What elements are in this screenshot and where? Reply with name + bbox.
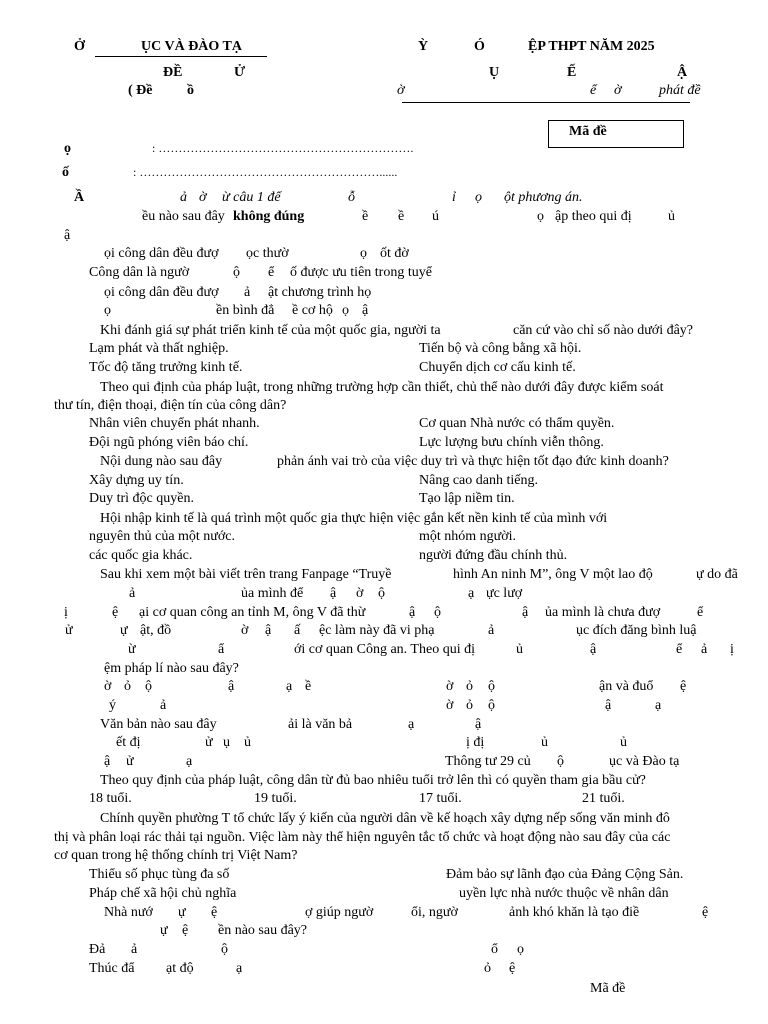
text-line-3-segment-2: ể: [268, 265, 275, 280]
text-line-38-segment-1: ệ: [182, 923, 189, 938]
text-line-26-segment-5: ậ: [605, 698, 612, 713]
text-line-25-segment-6: ờ: [446, 679, 454, 694]
text-line-7-segment-1: Tiến bộ và công bằng xã hội.: [419, 341, 582, 356]
text-line-32-segment-0: Chính quyền phường T tổ chức lấy ý kiến của người dân về kế hoạch xây dựng nếp sống văn minh đô: [100, 811, 670, 826]
header-subject-3: Ậ: [677, 65, 688, 80]
text-line-0-segment-7: ủ: [668, 209, 675, 224]
text-line-0-segment-6: ập theo qui đị: [555, 209, 632, 224]
text-line-28-segment-3: ủ: [244, 735, 251, 750]
text-line-26-segment-3: ỏ: [466, 698, 473, 713]
text-line-5-segment-4: ậ: [362, 303, 369, 318]
header-exam-title-1: Ỳ: [418, 39, 429, 54]
text-line-11-segment-1: Cơ quan Nhà nước có thẩm quyền.: [419, 416, 615, 431]
header-exam-title-3: ỆP THPT NĂM 2025: [528, 39, 655, 54]
text-line-0-segment-0: ều nào sau đây: [142, 209, 225, 224]
text-line-23-segment-7: ị: [730, 642, 734, 657]
text-line-22-segment-6: ệc làm này đã vi phạ: [319, 623, 435, 638]
text-line-2-segment-0: ọi công dân đều đượ: [104, 246, 219, 261]
text-line-25-segment-8: ộ: [488, 679, 495, 694]
exam-code-label: Mã đề: [569, 124, 607, 139]
text-line-39-segment-2: ộ: [221, 942, 228, 957]
text-line-17-segment-1: một nhóm người.: [419, 529, 517, 544]
text-line-5-segment-1: ền bình đẳ: [216, 303, 275, 318]
text-line-25-segment-5: ề: [305, 679, 312, 694]
text-line-20-segment-4: ộ: [378, 586, 385, 601]
text-line-21-segment-0: ị: [64, 605, 68, 620]
text-line-2-segment-2: ọ: [360, 246, 367, 261]
text-line-25-segment-4: ạ: [286, 679, 293, 694]
text-line-6-segment-0: Khi đánh giá sự phát triển kinh tế của một quốc gia, người ta: [100, 323, 441, 338]
text-line-0-segment-4: ú: [432, 209, 439, 224]
text-line-25-segment-7: ỏ: [466, 679, 473, 694]
text-line-19-segment-2: ự do đã: [696, 567, 738, 582]
text-line-8-segment-1: Chuyển dịch cơ cấu kinh tế.: [419, 360, 576, 375]
text-line-25-segment-3: ậ: [228, 679, 235, 694]
header-subject-1: Ụ: [489, 65, 500, 80]
text-line-36-segment-0: Pháp chế xã hội chủ nghĩa: [89, 886, 237, 901]
text-line-27-segment-3: ậ: [475, 717, 482, 732]
text-line-12-segment-0: Đội ngũ phóng viên báo chí.: [89, 435, 249, 450]
text-line-19-segment-0: Sau khi xem một bài viết trên trang Fanpage “Truyề: [100, 567, 392, 582]
text-line-29-segment-4: ộ: [557, 754, 564, 769]
text-line-34-segment-0: cơ quan trong hệ thống chính trị Việt Nam?: [54, 848, 298, 863]
part-instruction-7: ột phương án.: [504, 190, 583, 205]
text-line-40-segment-1: ạt độ: [166, 961, 194, 976]
text-line-4-segment-2: ật chương trình họ: [268, 285, 372, 300]
text-line-28-segment-0: ết đị: [116, 735, 141, 750]
text-line-20-segment-2: ậ: [330, 586, 337, 601]
text-line-27-segment-0: Văn bản nào sau đây: [100, 717, 217, 732]
text-line-39-segment-1: ả: [131, 942, 138, 957]
text-line-22-segment-0: ử: [65, 623, 73, 638]
text-line-5-segment-3: ọ: [342, 303, 349, 318]
text-line-39-segment-4: ọ: [517, 942, 524, 957]
text-line-37-segment-0: Nhà nướ: [104, 905, 153, 920]
text-line-39-segment-3: ổ: [491, 942, 498, 957]
text-line-5-segment-0: ọ: [104, 303, 111, 318]
text-line-31-segment-1: 19 tuổi.: [254, 791, 297, 806]
header-note-2: ồ: [187, 83, 194, 98]
text-line-23-segment-3: ủ: [516, 642, 523, 657]
header-time-note-3: ờ: [614, 83, 622, 98]
text-line-37-segment-1: ự: [178, 905, 186, 920]
text-line-29-segment-3: Thông tư 29 củ: [445, 754, 531, 769]
text-line-30-segment-0: Theo quy định của pháp luật, công dân từ đủ bao nhiêu tuổi trở lên thì có quyền tham gia bầu cử?: [100, 773, 646, 788]
header-note-1: ( Đề: [128, 83, 153, 98]
text-line-29-segment-1: ử: [126, 754, 134, 769]
text-line-23-segment-4: ậ: [590, 642, 597, 657]
text-line-1-segment-0: ậ: [64, 228, 71, 243]
text-line-14-segment-1: Nâng cao danh tiếng.: [419, 473, 538, 488]
part-instruction-5: ỉ: [452, 190, 456, 205]
text-line-40-segment-3: ỏ: [484, 961, 491, 976]
text-line-23-segment-2: ới cơ quan Công an. Theo qui đị: [294, 642, 475, 657]
header-time-underline: [402, 102, 690, 103]
text-line-13-segment-1: phản ánh vai trò của việc duy trì và thực hiện tốt đạo đức kinh doanh?: [277, 454, 669, 469]
part-instruction-6: ọ: [475, 190, 482, 205]
text-line-38-segment-2: ền nào sau đây?: [218, 923, 308, 938]
text-line-0-segment-3: ề: [398, 209, 405, 224]
text-line-11-segment-0: Nhân viên chuyển phát nhanh.: [89, 416, 260, 431]
text-line-20-segment-0: ả: [129, 586, 136, 601]
text-line-21-segment-2: ại cơ quan công an tỉnh M, ông V đã thừ: [139, 605, 366, 620]
text-line-21-segment-6: ủa mình là chưa đượ: [545, 605, 661, 620]
text-line-35-segment-0: Thiểu số phục tùng đa số: [89, 867, 230, 882]
text-line-29-segment-2: ạ: [186, 754, 193, 769]
text-line-0-segment-2: ề: [362, 209, 369, 224]
text-line-26-segment-0: ý: [109, 698, 116, 713]
text-line-20-segment-3: ờ: [356, 586, 364, 601]
text-line-26-segment-4: ộ: [488, 698, 495, 713]
text-line-8-segment-0: Tốc độ tăng trưởng kinh tế.: [89, 360, 243, 375]
text-line-37-segment-5: ảnh khó khăn là tạo điề: [509, 905, 640, 920]
text-line-10-segment-0: thư tín, điện thoại, điện tín của công dân?: [54, 398, 287, 413]
text-line-3-segment-0: Công dân là ngườ: [89, 265, 190, 280]
footer-exam-code-label: Mã đề: [590, 981, 626, 996]
text-line-37-segment-2: ệ: [211, 905, 218, 920]
text-line-25-segment-10: ệ: [680, 679, 687, 694]
part-instruction-1: ả: [180, 190, 187, 205]
text-line-19-segment-1: hình An ninh M”, ông V một lao độ: [453, 567, 653, 582]
header-org-2: ỤC VÀ ĐÀO TẠ: [141, 39, 242, 54]
text-line-28-segment-2: ụ: [223, 735, 230, 750]
part-instruction-3: ừ câu 1 để: [222, 190, 281, 205]
text-line-33-segment-0: thị và phân loại rác thải tại nguồn. Việc làm này thể hiện nguyên tắc tổ chức và hoạt động nào sau đây của các: [54, 830, 671, 845]
text-line-29-segment-0: ậ: [104, 754, 111, 769]
part-instruction-2: ờ: [199, 190, 207, 205]
text-line-22-segment-3: ờ: [241, 623, 249, 638]
text-line-14-segment-0: Xây dựng uy tín.: [89, 473, 184, 488]
text-line-23-segment-0: ừ: [128, 642, 136, 657]
text-line-25-segment-9: ận và đuổ: [599, 679, 654, 694]
text-line-28-segment-6: ủ: [620, 735, 627, 750]
text-line-31-segment-2: 17 tuổi.: [419, 791, 462, 806]
text-line-21-segment-1: ệ: [112, 605, 119, 620]
text-line-21-segment-7: ể: [697, 605, 704, 620]
text-line-20-segment-5: ạ: [468, 586, 475, 601]
candidate-name-field[interactable]: : ……………………………………………………….: [152, 141, 414, 155]
text-line-23-segment-1: ẩ: [218, 642, 225, 657]
text-line-15-segment-1: Tạo lập niềm tin.: [419, 491, 515, 506]
text-line-2-segment-3: ốt đờ: [380, 246, 409, 261]
text-line-21-segment-4: ộ: [434, 605, 441, 620]
text-line-31-segment-3: 21 tuổi.: [582, 791, 625, 806]
text-line-27-segment-2: ạ: [408, 717, 415, 732]
text-line-39-segment-0: Đả: [89, 942, 106, 957]
part-instruction-4: ỗ: [348, 190, 355, 205]
text-line-26-segment-2: ờ: [446, 698, 454, 713]
header-time-note-1: ờ: [397, 83, 405, 98]
header-subject-2: Ế: [567, 65, 577, 80]
text-line-22-segment-7: ả: [488, 623, 495, 638]
text-line-38-segment-0: ự: [160, 923, 168, 938]
header-time-note-2: ể: [590, 83, 597, 98]
header-org-underline: [95, 56, 267, 57]
text-line-28-segment-5: ủ: [541, 735, 548, 750]
text-line-3-segment-1: ộ: [233, 265, 240, 280]
text-line-25-segment-0: ờ: [104, 679, 112, 694]
exam-code-box: [548, 120, 684, 148]
candidate-number-field[interactable]: : ……………………………………………………......: [133, 165, 398, 179]
text-line-23-segment-6: ả: [701, 642, 708, 657]
text-line-26-segment-1: ả: [160, 698, 167, 713]
text-line-22-segment-8: ục đích đăng bình luậ: [576, 623, 697, 638]
text-line-21-segment-3: ậ: [409, 605, 416, 620]
text-line-4-segment-0: ọi công dân đều đượ: [104, 285, 219, 300]
text-line-0-segment-5: ọ: [537, 209, 544, 224]
text-line-25-segment-1: ỏ: [124, 679, 131, 694]
text-line-22-segment-2: ật, đồ: [140, 623, 172, 638]
text-line-40-segment-4: ệ: [509, 961, 516, 976]
text-line-40-segment-0: Thúc đẩ: [89, 961, 135, 976]
text-line-18-segment-0: các quốc gia khác.: [89, 548, 193, 563]
text-line-22-segment-1: ự: [120, 623, 128, 638]
text-line-25-segment-2: ộ: [145, 679, 152, 694]
text-line-36-segment-1: uyền lực nhà nước thuộc về nhân dân: [459, 886, 669, 901]
text-line-13-segment-0: Nội dung nào sau đây: [100, 454, 223, 469]
text-line-17-segment-0: nguyên thủ của một nước.: [89, 529, 236, 544]
text-line-27-segment-1: ải là văn bả: [288, 717, 353, 732]
text-line-5-segment-2: ề cơ hộ: [292, 303, 333, 318]
text-line-7-segment-0: Lạm phát và thất nghiệp.: [89, 341, 229, 356]
candidate-number-label: ố: [62, 165, 69, 180]
text-line-28-segment-1: ử: [205, 735, 213, 750]
text-line-20-segment-6: ực lượ: [486, 586, 523, 601]
text-line-6-segment-1: căn cứ vào chỉ số nào dưới đây?: [513, 323, 694, 338]
text-line-23-segment-5: ể: [676, 642, 683, 657]
text-line-9-segment-0: Theo qui định của pháp luật, trong những trường hợp cần thiết, chủ thể nào dưới đây được kiểm soát: [100, 380, 664, 395]
text-line-2-segment-1: ọc thườ: [246, 246, 289, 261]
text-line-28-segment-4: ị đị: [466, 735, 485, 750]
header-exam-title-2: Ó: [474, 39, 485, 54]
text-line-4-segment-1: ả: [244, 285, 251, 300]
text-line-24-segment-0: ệm pháp lí nào sau đây?: [104, 661, 239, 676]
text-line-12-segment-1: Lực lượng bưu chính viễn thông.: [419, 435, 604, 450]
header-sub-2: Ử: [234, 65, 246, 80]
part-label: Ầ: [74, 190, 85, 205]
header-org-1: Ở: [74, 39, 85, 54]
text-line-22-segment-4: ậ: [265, 623, 272, 638]
text-line-26-segment-6: ạ: [655, 698, 662, 713]
text-line-22-segment-5: ấ: [294, 623, 301, 638]
text-line-20-segment-1: ủa mình để: [241, 586, 304, 601]
text-line-40-segment-2: ạ: [236, 961, 243, 976]
text-line-37-segment-4: ổi, ngườ: [411, 905, 458, 920]
text-line-18-segment-1: người đứng đầu chính thủ.: [419, 548, 568, 563]
text-line-37-segment-6: ệ: [702, 905, 709, 920]
text-line-15-segment-0: Duy trì độc quyền.: [89, 491, 194, 506]
text-line-0-segment-1: không đúng: [233, 209, 305, 224]
text-line-37-segment-3: ợ giúp ngườ: [305, 905, 374, 920]
text-line-3-segment-3: ố được ưu tiên trong tuyể: [290, 265, 432, 280]
text-line-16-segment-0: Hội nhập kinh tế là quá trình một quốc gia thực hiện việc gắn kết nền kinh tế của mình với: [100, 511, 608, 526]
header-sub-1: ĐỀ: [163, 65, 183, 80]
text-line-21-segment-5: ậ: [522, 605, 529, 620]
candidate-name-label: ọ: [64, 141, 71, 156]
text-line-29-segment-5: ục và Đào tạ: [609, 754, 680, 769]
header-time-note-4: phát đề: [659, 83, 701, 98]
text-line-31-segment-0: 18 tuổi.: [89, 791, 132, 806]
text-line-35-segment-1: Đảm bảo sự lãnh đạo của Đảng Cộng Sản.: [446, 867, 684, 882]
